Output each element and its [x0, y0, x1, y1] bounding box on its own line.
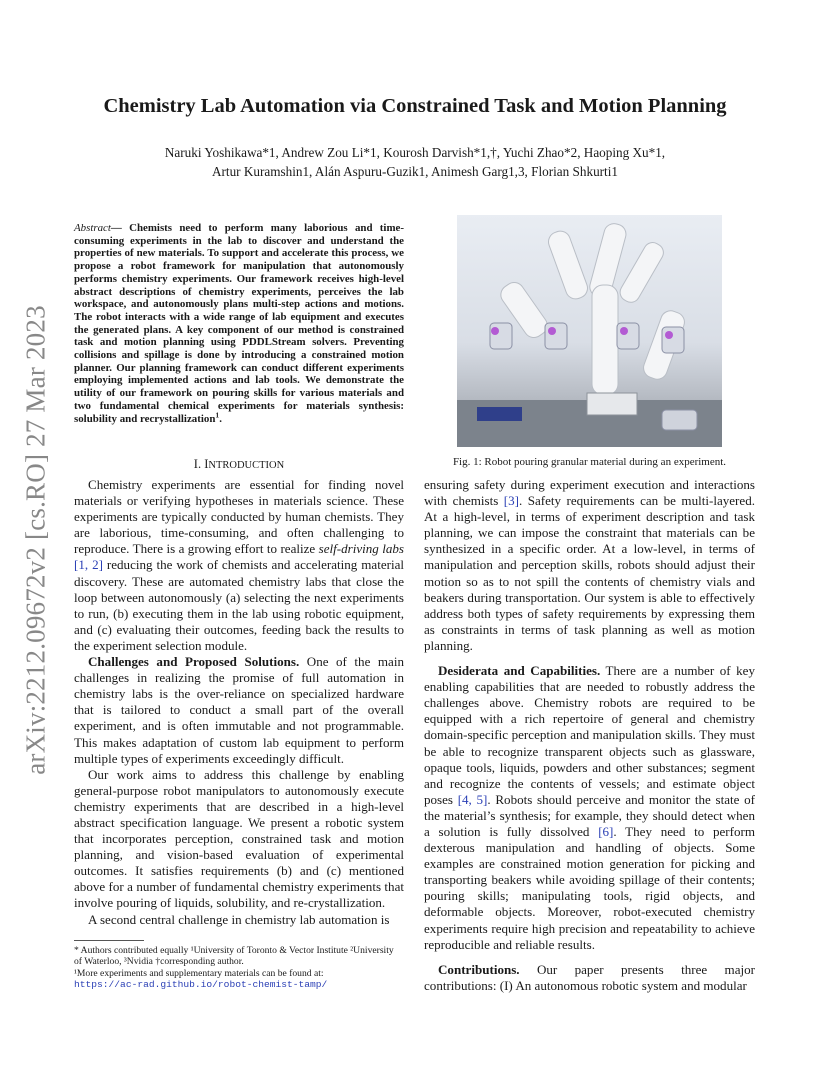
footnote-rule: [74, 940, 144, 941]
author-list: [60, 143, 770, 181]
robot-pouring-illustration: [457, 215, 722, 447]
right-p1-a: ensuring safety during experiment execution and interactions with chemists: [424, 477, 755, 509]
supplementary-link[interactable]: https://ac-rad.github.io/robot-chemist-tamp/: [74, 979, 328, 991]
intro-paragraph-1: [74, 477, 404, 654]
right-p1-b: . Safety requirements can be multi-layered. At a high-level, in terms of experiment description and task planning, we can impose the constraint that materials can be synthesized in a specific order. At a low-level, in terms of manipulation and perception skills, robots should adjust their motion so as to not spill the contents of chemistry vials and beakers during transportation. Our system is able to effectively address both types of safety requirements by expressing them as constraints in terms of task planning as well as motion planning.: [424, 493, 755, 653]
arxiv-identifier: arXiv:2212.09672v2 [cs.RO] 27 Mar 2023: [20, 305, 51, 775]
desiderata-c: . They need to perform dexterous manipulation and handling of objects. Some examples are constrained motion generation for picking and transporting beakers while avoiding spillage of their contents; pouring skills; manipulating tools, rigid objects, and deformable objects. Moreover, robot-executed chemistry experiments require high precision and repeatability to achieve reproducible and reliable results.: [424, 823, 756, 952]
abstract-label: Abstract: [74, 222, 111, 234]
footnote-supplementary: ¹More experiments and supplementary materials can be found at:: [74, 967, 324, 979]
right-paragraph-1: [424, 477, 755, 654]
intro-p1-a: Chemistry experiments are essential for finding novel materials or verifying hypotheses in materials science. These experiments are typically conducted by human chemists. They are laborious, time-consuming, and often challenging to reproduce. There is a growing effort to realize: [74, 477, 404, 557]
paper-title: Chemistry Lab Automation via Constrained Task and Motion Planning: [103, 95, 727, 117]
intro-p2-text: One of the main challenges in realizing the promise of full automation in chemistry labs is the over-reliance on specialized hardware that is tailored to conduct a small part of the overall experiment, and is often immutable and not programmable. This makes adaptation of custom lab equipment to perform multiple types of experiments exceedingly difficult.: [74, 654, 404, 766]
section-title-rest: NTRODUCTION: [208, 460, 285, 471]
section-heading-introduction: [74, 457, 404, 472]
section-title-initial: I: [204, 457, 209, 471]
desiderata-a: There are a number of key enabling capabilities that are needed to robustly address the challenges above. Chemistry robots are required to be equipped with a rich repertoire of general and chemistry domain-specific perception and manipulation skills. They must be able to recognize transparent objects such as glassware, opaque tools, liquids, powders and other substances; segment and recognize the contents of vessels; and estimate object poses: [424, 663, 755, 807]
intro-paragraph-4: A second central challenge in chemistry lab automation is: [88, 911, 390, 927]
citation-4-5[interactable]: [4, 5]: [457, 791, 488, 807]
intro-p1-b: reducing the work of chemists and accelerating material discovery. These are automated chemistry labs that close the loop between autonomously (a) selecting the next experiments to run, (b) executing them in the lab using robotic equipment, and (c) evaluating their outcomes, feeding back the results to the experiment selection module.: [74, 557, 405, 653]
desiderata-b: . Robots should perceive and monitor the state of the material’s synthesis; for example, they should detect when a solution is fully dissolved: [424, 791, 755, 839]
figure-robot-photo: [457, 215, 722, 447]
abstract-footnote-mark: 1: [215, 409, 220, 419]
challenges-heading: Challenges and Proposed Solutions.: [88, 654, 300, 670]
authors-line-1: Naruki Yoshikawa*1, Andrew Zou Li*1, Kourosh Darvish*1,†, Yuchi Zhao*2, Haoping Xu*1,: [164, 145, 666, 160]
figure-caption: Fig. 1: Robot pouring granular material during an experiment.: [452, 456, 727, 468]
left-column-body: [74, 477, 404, 928]
desiderata-heading: Desiderata and Capabilities.: [438, 663, 601, 679]
intro-paragraph-3: Our work aims to address this challenge by enabling general-purpose robot manipulators to autonomously execute chemistry experiments that are described in a high-level abstract specification language. We present a robotic system that incorporates perception, constrained task and motion planning, and vision-based evaluation of experimental outcomes. It satisfies requirements (b) and (c) mentioned above for a number of fundamental chemistry experiments that involve pouring of liquids, solubility, and re-crystallization.: [74, 766, 404, 911]
contributions-heading: Contributions.: [438, 961, 520, 977]
section-number: I.: [193, 457, 202, 471]
citation-3[interactable]: [3]: [503, 493, 519, 509]
citation-6[interactable]: [6]: [598, 823, 614, 839]
footnote-affiliations: * Authors contributed equally ¹University of Toronto & Vector Institute ²University of Waterloo, ³Nvidia †corresponding author.: [74, 945, 394, 968]
arxiv-sidebar: [14, 285, 58, 795]
contributions-paragraph: [424, 962, 755, 994]
footnotes: [74, 940, 404, 991]
contributions-text: Our paper presents three major contributions: (I) An autonomous robotic system and modular: [424, 961, 755, 993]
authors-line-2: Artur Kuramshin1, Alán Aspuru-Guzik1, Animesh Garg1,3, Florian Shkurti1: [212, 164, 618, 179]
citation-1-2[interactable]: [1, 2]: [74, 557, 103, 573]
abstract-text: Chemists need to perform many laborious and time-consuming experiments in the lab to discover and understand the properties of new materials. To support and accelerate this process, we propose a robot framework for manipulation that autonomously performs chemistry experiments. Our framework receives high-level abstract descriptions of chemistry experiments, perceives the lab workspace, and autonomously plans multi-step actions and motions. The robot interacts with a wide range of lab equipment and executes the generated plans. A key component of our method is constrained task and motion planning using PDDLStream solvers. Preventing collisions and spillage is done by introducing a constrained motion planner. Our planning framework can conduct different experiments employing implemented actions and lab tools. We demonstrate the utility of our framework on pouring skills for various materials and two fundamental chemical experiments for materials synthesis: solubility and recrystallization: [74, 222, 404, 425]
abstract-end: .: [219, 412, 222, 425]
abstract: Abstract— Chemists need to perform many laborious and time-consuming experiments in the lab to discover and understand the properties of new materials. To support and accelerate this process, we propose a robot framework for manipulation that autonomously performs chemistry experiments. Our framework receives high-level abstract descriptions of chemistry experiments, perceives the lab workspace, and autonomously plans multi-step actions and motions. The robot interacts with a wide range of lab equipment and executes the generated plans. A key component of our method is constrained task and motion planning using PDDLStream solvers. Preventing collisions and spillage is done by introducing a constrained motion planner. Our planning framework can conduct different experiments employing implemented actions and lab tools. We demonstrate the utility of our framework on pouring skills for various materials and two fundamental chemical experiments for materials synthesis: solubility and recrystallization$^1$.: [74, 222, 404, 425]
right-column-body: [424, 477, 755, 994]
desiderata-paragraph: [424, 663, 755, 953]
intro-p1-em: self-driving labs: [318, 541, 404, 557]
intro-paragraph-2: [74, 654, 404, 767]
